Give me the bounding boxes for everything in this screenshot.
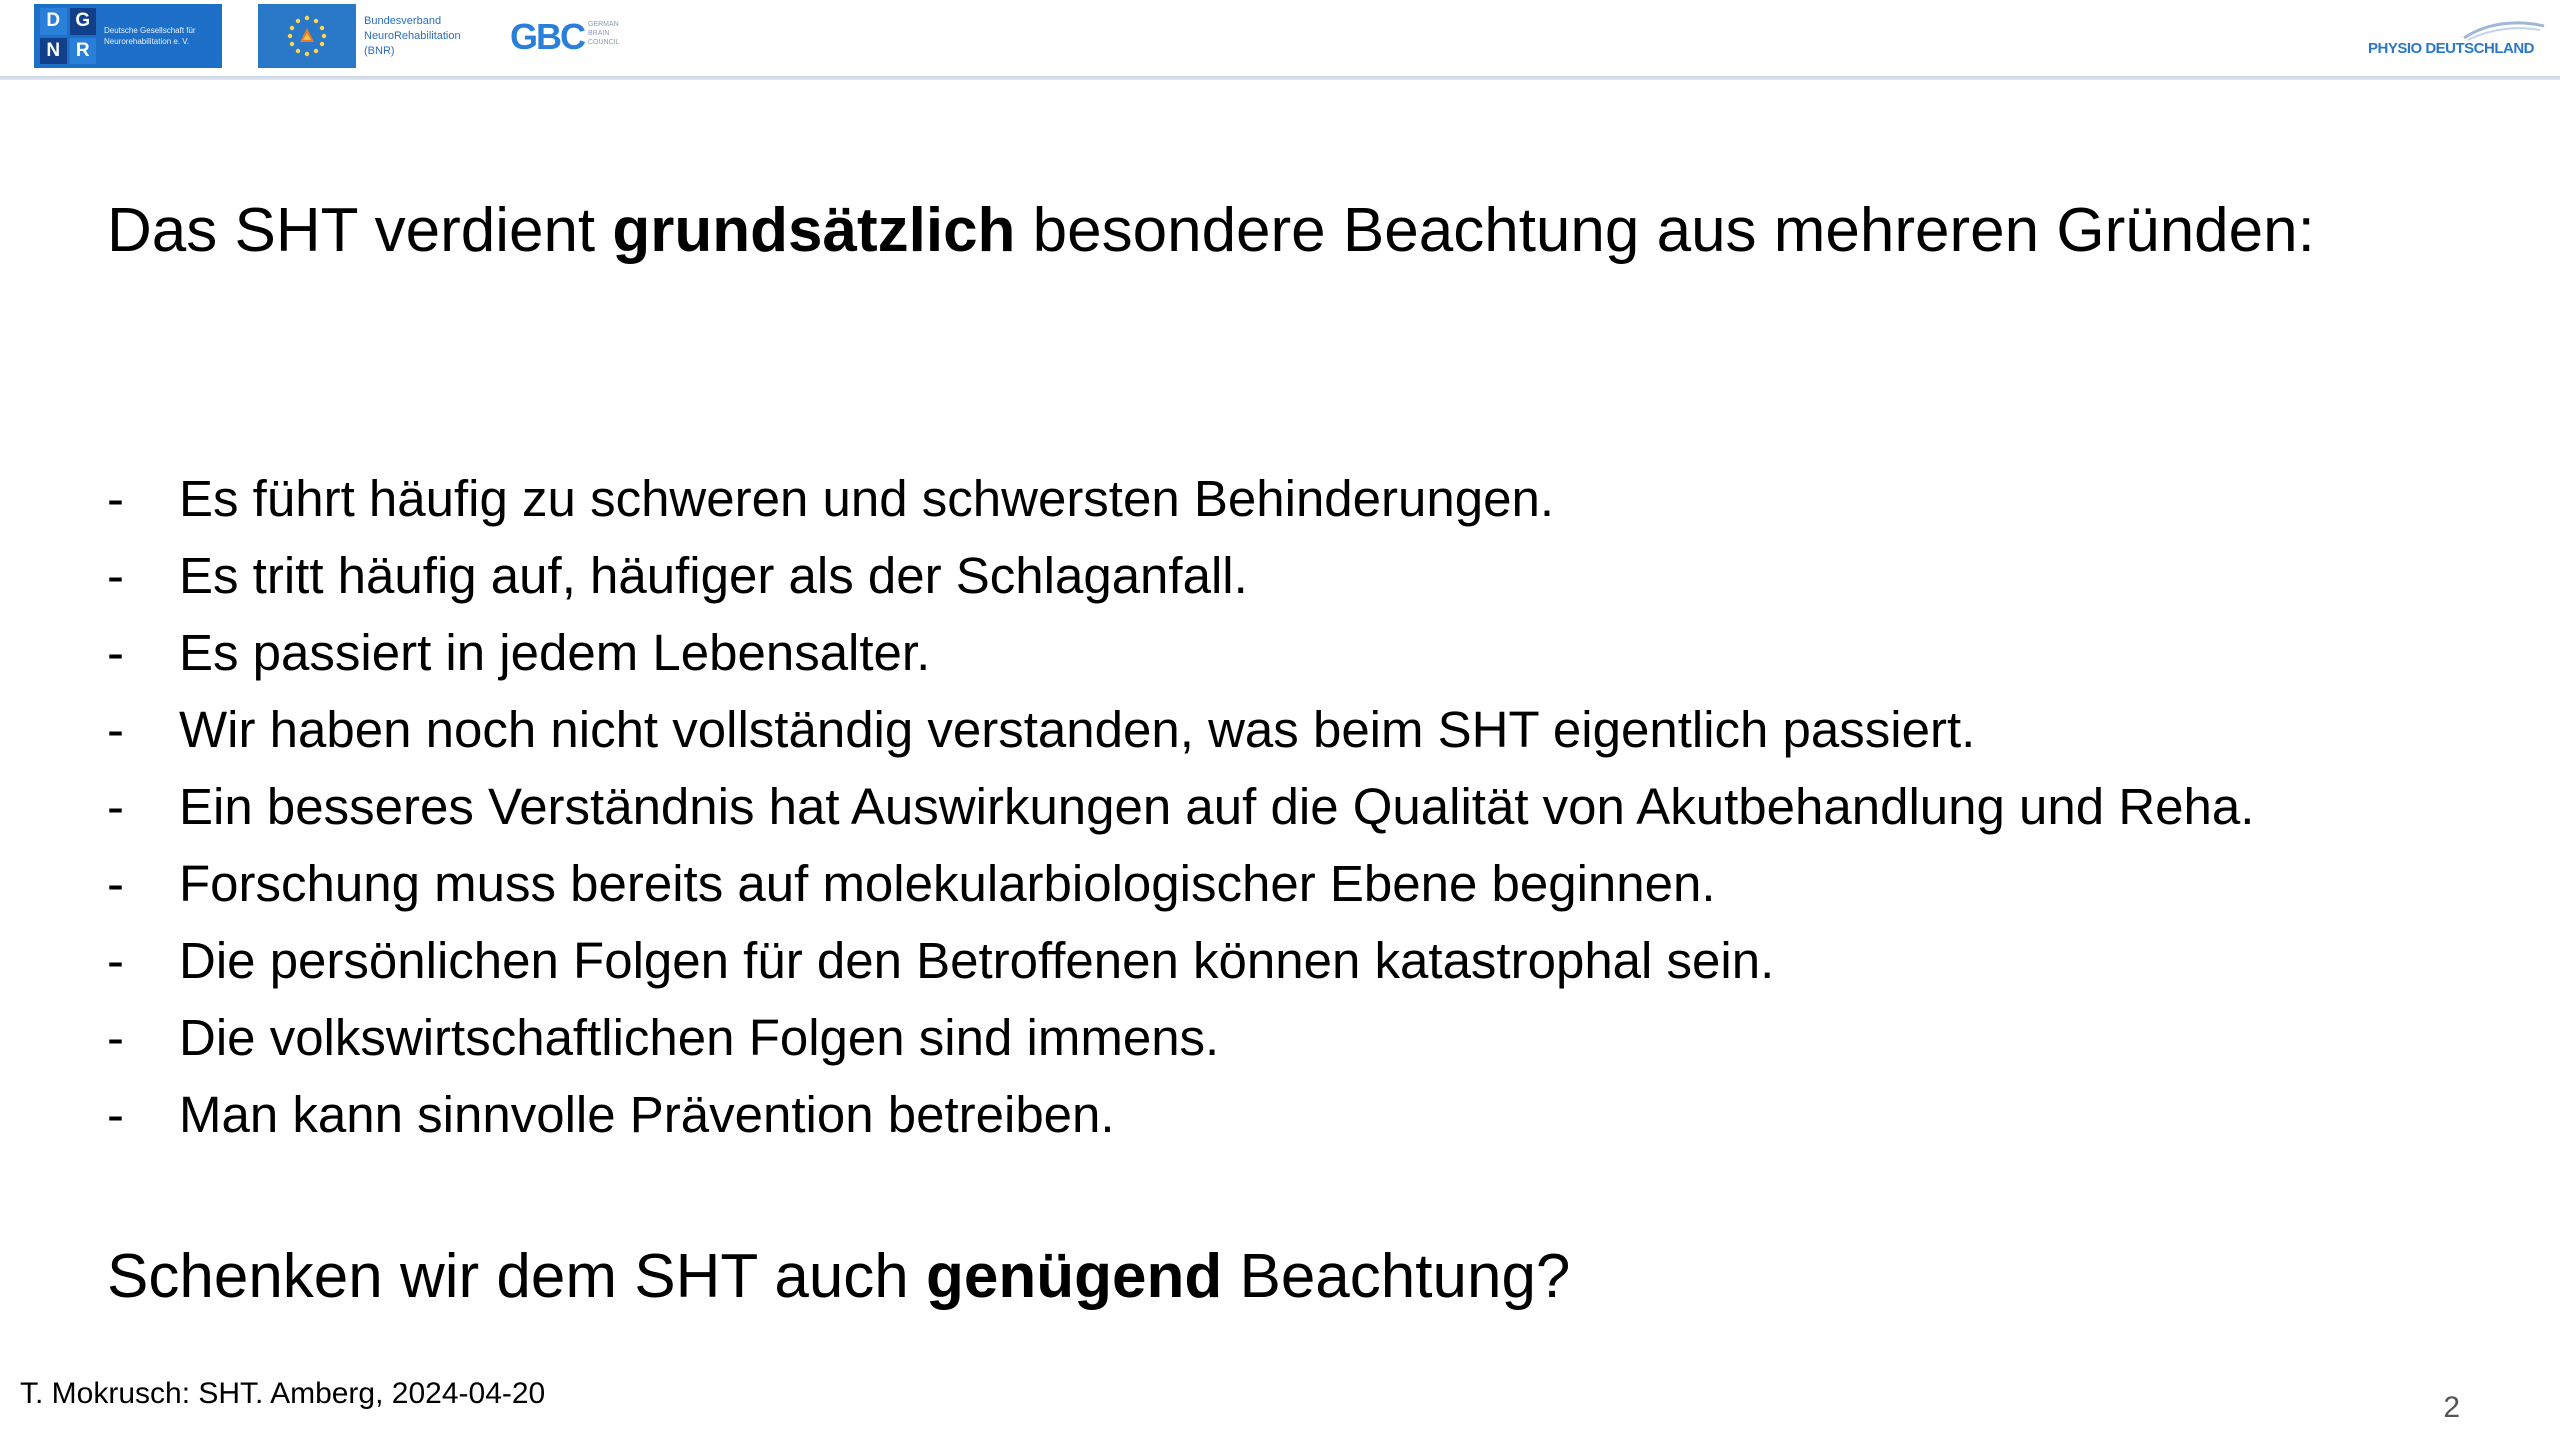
conclusion-emphasis: genügend: [926, 1242, 1223, 1311]
list-item-text: Wir haben noch nicht vollständig verstanden, was beim SHT eigentlich passiert.: [179, 701, 1976, 758]
eu-stars-emblem-icon: [258, 4, 356, 68]
bullet-marker: -: [107, 855, 124, 912]
list-item-text: Es führt häufig zu schweren und schwersten Behinderungen.: [179, 470, 1555, 527]
bullet-marker: -: [107, 470, 124, 527]
bullet-marker: -: [107, 547, 124, 604]
bnr-logo-line: Bundesverband: [364, 15, 442, 27]
list-item-text: Es passiert in jedem Lebensalter.: [179, 624, 931, 681]
conclusion-question: [107, 1238, 1570, 1316]
bullet-marker: -: [107, 778, 124, 835]
physio-deutschland-logo: [2368, 18, 2548, 62]
bullet-marker: -: [107, 1086, 124, 1143]
dgnr-logo-text: Deutsche Gesellschaft für Neurorehabilitation e. V.: [104, 26, 196, 46]
slide-title-text: Das SHT verdient: [107, 196, 613, 265]
dgnr-letter-r: R: [70, 38, 97, 65]
bullet-marker: -: [107, 932, 124, 989]
list-item-text: Es tritt häufig auf, häufiger als der Schlaganfall.: [179, 547, 1248, 604]
bullet-marker: -: [107, 701, 124, 758]
dgnr-logo: [34, 4, 222, 68]
bullet-marker: -: [107, 624, 124, 681]
list-item-text: Die volkswirtschaftlichen Folgen sind immens.: [179, 1009, 1220, 1066]
header-bar: [0, 0, 2560, 76]
slide-title: [107, 192, 2315, 270]
list-item-text: Ein besseres Verständnis hat Auswirkungen auf die Qualität von Akutbehandlung und Reha.: [179, 778, 2255, 835]
header-divider: [0, 76, 2560, 80]
bullet-marker: -: [107, 1009, 124, 1066]
conclusion-text: Schenken wir dem SHT auch: [107, 1242, 927, 1311]
list-item-text: Die persönlichen Folgen für den Betroffenen können katastrophal sein.: [179, 932, 1775, 989]
dgnr-letter-n: N: [40, 38, 67, 65]
swoosh-icon: [2368, 18, 2548, 42]
slide-title-emphasis: grundsätzlich: [612, 196, 1016, 265]
list-item-text: Forschung muss bereits auf molekularbiologischer Ebene beginnen.: [179, 855, 1716, 912]
conclusion-text: Beachtung?: [1222, 1242, 1571, 1311]
gbc-logo: [510, 10, 630, 64]
bnr-logo-line: (BNR): [364, 45, 395, 57]
bnr-logo-line: NeuroRehabilitation: [364, 30, 461, 42]
page-number: 2: [2443, 1391, 2460, 1424]
gbc-logo-text: GERMAN BRAIN COUNCIL: [588, 21, 620, 46]
dgnr-letter-d: D: [40, 8, 67, 35]
bnr-logo-text: [364, 14, 494, 59]
dgnr-letter-g: G: [70, 8, 97, 35]
list-item-text: Man kann sinnvolle Prävention betreiben.: [179, 1086, 1115, 1143]
footer-citation: T. Mokrusch: SHT. Amberg, 2024-04-20: [20, 1377, 546, 1410]
dgnr-letter-grid: [40, 8, 96, 64]
gbc-logo-mark: GBC: [510, 16, 584, 57]
slide-title-text: besondere Beachtung aus mehreren Gründen:: [1015, 196, 2315, 265]
physio-logo-text: PHYSIO DEUTSCHLAND: [2368, 40, 2535, 57]
